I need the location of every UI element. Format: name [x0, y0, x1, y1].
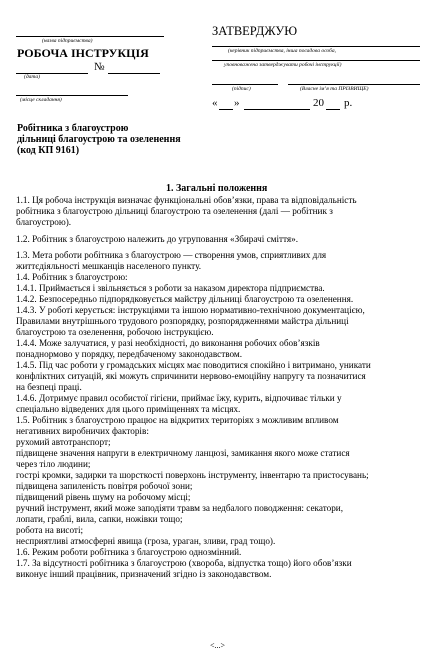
paragraph — [16, 558, 428, 580]
paragraph — [16, 195, 428, 228]
document-body — [16, 195, 428, 580]
paragraph — [16, 536, 428, 547]
section-title: 1. Загальні положення — [166, 183, 268, 194]
paragraph-line: 1.5. Робітник з благоустрою працює на відкритих територіях з можливим впливом — [16, 415, 339, 425]
paragraph-line: негативних виробничих факторів: — [16, 426, 149, 436]
paragraph-line: рухомий автотранспорт; — [16, 437, 111, 447]
paragraph-line: 1.4.1. Приймається і звільняється з роботи за наказом директора підприємства. — [16, 283, 325, 293]
paragraph-line: життєдіяльності мешканців населеного пункту. — [16, 261, 202, 271]
paragraph — [16, 448, 428, 470]
place-line — [16, 95, 128, 96]
paragraph-line: гострі кромки, задирки та шорсткості поверхонь інструменту, інвентарю та пристосувань; — [16, 470, 369, 480]
paragraph — [16, 234, 428, 245]
full-name-line — [288, 84, 420, 85]
paragraph — [16, 272, 428, 283]
head-caption-2: уповноважена затверджувати робочі інструкції) — [224, 62, 342, 68]
paragraph — [16, 503, 428, 525]
paragraph-line: 1.2. Робітник з благоустрою належить до угруповання «Збирачі сміття». — [16, 233, 299, 244]
approve-label: ЗАТВЕРДЖУЮ — [212, 24, 298, 38]
paragraph-line: 1.4. Робітник з благоустрою: — [16, 272, 128, 282]
paragraph-line: ручний інструмент, який може заподіяти травм за недбалого поводження: секатори, — [16, 503, 344, 513]
paragraph — [16, 470, 428, 481]
paragraph-line: 1.1. Ця робоча інструкція визначає функціональні обов’язки, права та відповідальність — [16, 195, 357, 205]
paragraph-line: виконує інший працівник, призначений згідно із законодавством. — [16, 569, 272, 579]
approval-year-suffix: р. — [344, 97, 353, 109]
paragraph-line: благоустрою та озеленення, робочою інструкцією. — [16, 327, 214, 337]
paragraph — [16, 360, 428, 393]
paragraph-line: робота на висоті; — [16, 525, 84, 535]
subtitle-line-2: дільниці благоустрою та озеленення — [17, 134, 181, 145]
paragraph-line: підвищене значення напруги в електричному ланцюзі, замикання якого може статися — [16, 448, 350, 458]
approval-month-line — [244, 109, 310, 110]
paragraph — [16, 338, 428, 360]
approval-day-line — [219, 109, 233, 110]
number-line — [108, 73, 160, 74]
paragraph-line: 1.4.5. Під час роботи у громадських місцях має поводитися спокійно і витримано, уникати — [16, 360, 371, 370]
paragraph-line: 1.4.6. Дотримує правил особистої гігієни, приймає їжу, курить, відпочиває тільки у — [16, 393, 342, 403]
paragraph-line: 1.4.3. У роботі керується: інструкціями та іншою нормативно-технічною документацією, — [16, 305, 365, 315]
paragraph-line: несприятливі атмосферні явища (гроза, ураган, зливи, град тощо). — [16, 536, 276, 546]
date-caption: (дата) — [24, 74, 40, 80]
paragraph — [16, 415, 428, 437]
approval-year-line — [326, 109, 340, 110]
paragraph — [16, 525, 428, 536]
paragraph — [16, 250, 428, 272]
approval-year-prefix: 20 — [313, 97, 324, 109]
org-name-line — [16, 36, 164, 37]
page-continuation-marker: <...> — [210, 641, 226, 650]
paragraph-line: підвищена запиленість повітря робочої зони; — [16, 481, 193, 491]
approval-date-close: » — [234, 97, 240, 109]
paragraph-line: конфліктних ситуацій, які можуть спричинити нервово-емоційну напругу та позначитися — [16, 371, 366, 381]
paragraph — [16, 547, 428, 558]
paragraph — [16, 481, 428, 492]
head-position-line-2 — [212, 60, 420, 61]
paragraph-line: через тіло людини; — [16, 459, 91, 469]
paragraph-line: Правилами внутрішнього трудового розпорядку, розпорядженнями майстра дільниці — [16, 316, 349, 326]
paragraph-line: спеціально відведених для цього приміщеннях та місцях. — [16, 404, 241, 414]
paragraph — [16, 393, 428, 415]
paragraph — [16, 437, 428, 448]
paragraph-line: понаднормово у порядку, передбаченому законодавством. — [16, 349, 243, 359]
paragraph — [16, 305, 428, 338]
paragraph — [16, 283, 428, 294]
paragraph-line: на безпеці праці. — [16, 382, 82, 392]
paragraph-line: 1.4.4. Може залучатися, у разі необхідності, до виконання робочих обов’язків — [16, 338, 320, 348]
full-name-caption: (Власне ім’я та ПРІЗВИЩЕ) — [300, 86, 369, 92]
paragraph-line: 1.4.2. Безпосередньо підпорядковується майстру дільниці благоустрою та озеленення. — [16, 294, 354, 304]
paragraph-line: підвищений рівень шуму на робочому місці; — [16, 492, 191, 502]
org-name-caption: (назва підприємства) — [42, 38, 93, 44]
number-sign: № — [94, 61, 105, 73]
place-caption: (місце складання) — [20, 97, 62, 103]
head-position-line — [212, 46, 420, 47]
approval-date-open: « — [212, 97, 218, 109]
paragraph — [16, 492, 428, 503]
paragraph-line: 1.7. За відсутності робітника з благоустрою (хвороба, відпустка тощо) його обов’язки — [16, 558, 352, 568]
paragraph-line: 1.3. Мета роботи робітника з благоустрою — створення умов, сприятливих для — [16, 250, 327, 260]
subtitle-line-3: (код КП 9161) — [17, 145, 80, 156]
paragraph — [16, 294, 428, 305]
signature-line — [212, 84, 278, 85]
paragraph-line: лопати, граблі, вила, сапки, ножівки тощо; — [16, 514, 183, 524]
subtitle-line-1: Робітника з благоустрою — [17, 123, 129, 134]
paragraph-line: 1.6. Режим роботи робітника з благоустрою однозмінний. — [16, 547, 242, 557]
paragraph-line: робітника з благоустрою дільниці благоустрою та озеленення (далі — робітник з — [16, 206, 333, 216]
head-caption-1: (керівник підприємства, інша посадова особа, — [228, 48, 336, 54]
doc-title: РОБОЧА ІНСТРУКЦІЯ — [17, 46, 149, 60]
paragraph-line: благоустрою). — [16, 217, 72, 227]
signature-caption: (підпис) — [232, 86, 251, 92]
